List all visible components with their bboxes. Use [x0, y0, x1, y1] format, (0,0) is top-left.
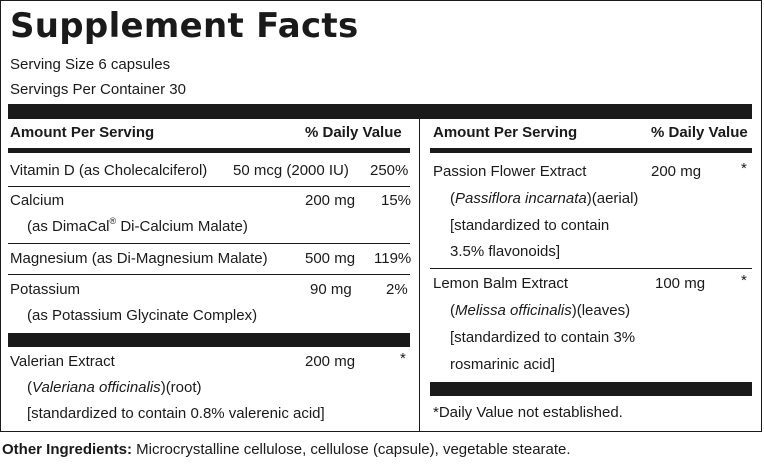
nutrient-dv: 250% [370, 162, 409, 179]
nutrient-dv: 2% [386, 281, 408, 298]
right-header-dv: % Daily Value [651, 124, 748, 141]
nutrient-amount: 500 mg [305, 250, 356, 267]
nutrient-dv: * [741, 272, 747, 289]
other-ingredients-label: Other Ingredients: [2, 441, 133, 458]
row-divider [430, 268, 752, 269]
nutrient-name: Passion Flower Extract [433, 163, 587, 180]
standardization-note: [standardized to contain 3% [450, 329, 636, 346]
botanical-source: (Melissa officinalis)(leaves) [450, 302, 631, 319]
nutrient-name: Potassium [10, 281, 81, 298]
nutrient-source: (as DimaCal® Di-Calcium Malate) [27, 216, 248, 235]
nutrient-name: Lemon Balm Extract [433, 275, 569, 292]
botanical-source: (Passiflora incarnata)(aerial) [450, 190, 639, 207]
standardization-note-2: rosmarinic acid] [450, 356, 556, 373]
nutrient-dv: * [741, 160, 747, 177]
left-header-dv: % Daily Value [305, 124, 402, 141]
nutrient-amount: 100 mg [655, 275, 706, 292]
row-divider [8, 186, 410, 187]
other-ingredients-text: Microcrystalline cellulose, cellulose (capsule), vegetable stearate. [132, 441, 571, 458]
daily-value-footnote: *Daily Value not established. [433, 404, 623, 421]
standardization-note: [standardized to contain [450, 217, 610, 234]
nutrient-amount: 200 mg [305, 353, 356, 370]
nutrient-name: Magnesium (as Di-Magnesium Malate) [10, 250, 268, 267]
nutrient-amount: 90 mg [310, 281, 352, 298]
thick-divider-left [8, 333, 410, 347]
right-header-amount: Amount Per Serving [433, 124, 578, 141]
nutrient-name: Vitamin D (as Cholecalciferol) [10, 162, 208, 179]
other-ingredients [2, 440, 571, 460]
nutrient-amount: 200 mg [305, 192, 356, 209]
servings-per-container: Servings Per Container 30 [10, 81, 186, 98]
nutrient-name: Valerian Extract [10, 353, 115, 370]
botanical-source: (Valeriana officinalis)(root) [27, 379, 202, 396]
nutrient-amount: 50 mcg (2000 IU) [233, 162, 349, 179]
panel-title: Supplement Facts [10, 6, 359, 46]
row-divider [8, 274, 410, 275]
left-header-divider [8, 148, 410, 153]
nutrient-amount: 200 mg [651, 163, 702, 180]
row-divider [8, 243, 410, 244]
nutrient-dv: * [400, 350, 406, 367]
standardization-note: [standardized to contain 0.8% valerenic acid] [27, 405, 325, 422]
thick-divider-top [8, 104, 752, 119]
serving-size: Serving Size 6 capsules [10, 56, 171, 73]
nutrient-source: (as Potassium Glycinate Complex) [27, 307, 258, 324]
right-header-divider [430, 148, 752, 153]
left-header-amount: Amount Per Serving [10, 124, 155, 141]
column-divider [419, 119, 420, 432]
nutrient-name: Calcium [10, 192, 65, 209]
thick-divider-right [430, 382, 752, 396]
standardization-note-2: 3.5% flavonoids] [450, 243, 561, 260]
nutrient-dv: 15% [381, 192, 412, 209]
nutrient-dv: 119% [374, 250, 412, 267]
